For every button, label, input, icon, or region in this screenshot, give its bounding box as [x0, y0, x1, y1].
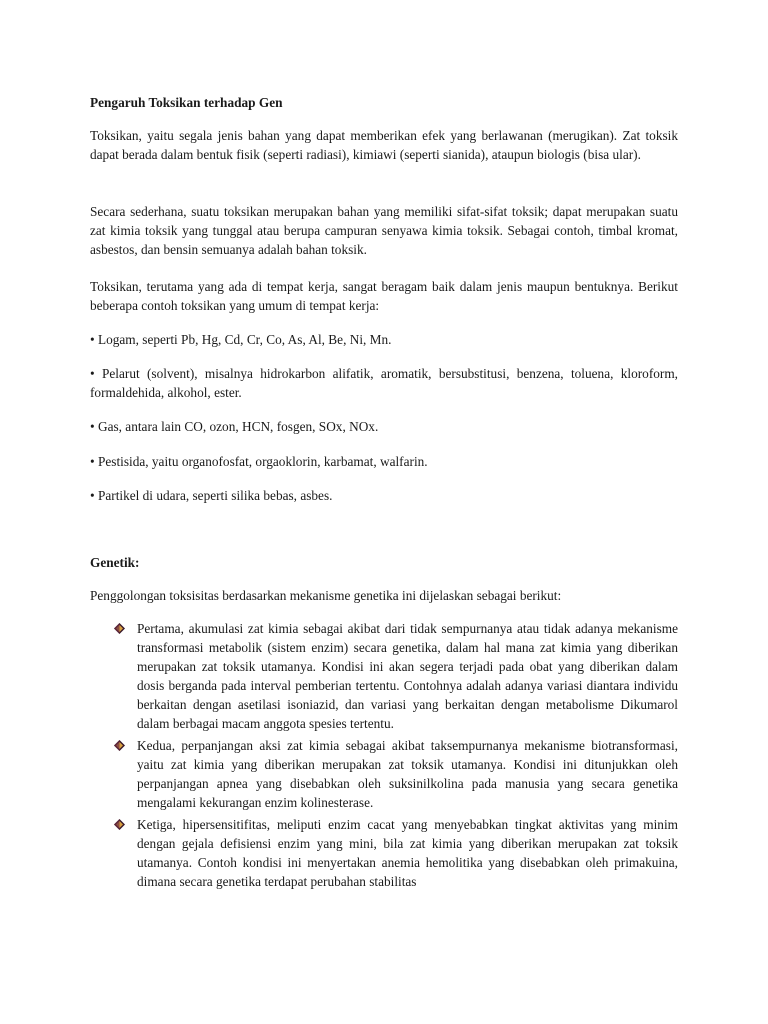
list-item-text: Kedua, perpanjangan aksi zat kimia sebagai akibat taksempurnanya mekanisme biotransformasi, yaitu zat kimia yang diberikan merupakan zat toksik utamanya. Kondisi ini ditunjukkan oleh perpanjangan apnea yang disebabkan oleh suksinilkolina pada manusia yang secara genetika mengalami kekurangan enzim kolinesterase.	[137, 738, 678, 810]
bullet-gas: • Gas, antara lain CO, ozon, HCN, fosgen, SOx, NOx.	[90, 419, 379, 434]
bullet-partikel: • Partikel di udara, seperti silika bebas, asbes.	[90, 488, 333, 503]
diamond-bullet-icon	[114, 819, 125, 830]
bullet-pelarut: • Pelarut (solvent), misalnya hidrokarbon alifatik, aromatik, bersubstitusi, benzena, toluena, kloroform, formaldehida, alkohol, ester.	[90, 366, 678, 400]
paragraph-toksikan-definition: Toksikan, yaitu segala jenis bahan yang dapat memberikan efek yang berlawanan (merugikan). Zat toksik dapat berada dalam bentuk fisik (seperti radiasi), kimiawi (seperti sianida), ataupun biologis (bisa ular).	[90, 128, 678, 162]
genetik-list	[90, 619, 678, 891]
list-item	[90, 815, 678, 891]
document-title: Pengaruh Toksikan terhadap Gen	[90, 95, 283, 110]
list-item	[90, 736, 678, 812]
list-item-text: Ketiga, hipersensitifitas, meliputi enzim cacat yang menyebabkan tingkat aktivitas yang minim dengan gejala defisiensi enzim yang mini, bila zat kimia yang diberikan merupakan zat toksik utamanya. Contoh kondisi ini menyertakan anemia hemolitika yang disebabkan oleh primakuina, dimana secara genetika terdapat perubahan stabilitas	[137, 817, 678, 889]
section-heading-genetik: Genetik:	[90, 555, 140, 570]
diamond-bullet-icon	[114, 740, 125, 751]
bullet-logam: • Logam, seperti Pb, Hg, Cd, Cr, Co, As, Al, Be, Ni, Mn.	[90, 332, 392, 347]
paragraph-toksikan-workplace: Toksikan, terutama yang ada di tempat kerja, sangat beragam baik dalam jenis maupun bentuknya. Berikut beberapa contoh toksikan yang umum di tempat kerja:	[90, 279, 678, 313]
bullet-pestisida: • Pestisida, yaitu organofosfat, orgaoklorin, karbamat, walfarin.	[90, 454, 428, 469]
list-item-text: Pertama, akumulasi zat kimia sebagai akibat dari tidak sempurnanya atau tidak adanya mekanisme transformasi metabolik (sistem enzim) secara genetika, dalam hal mana zat kimia yang diberikan merupakan zat toksik utamanya. Kondisi ini akan segera terjadi pada obat yang diberikan dalam dosis berganda pada interval pemberian tertentu. Contohnya adalah adanya variasi diantara individu berkaitan dengan asetilasi isoniazid, dan variasi yang berkaitan dengan metabolisme Dikumarol dalam berbagai macam anggota spesies tertentu.	[137, 621, 678, 731]
list-item	[90, 619, 678, 733]
paragraph-toksikan-simple: Secara sederhana, suatu toksikan merupakan bahan yang memiliki sifat-sifat toksik; dapat merupakan suatu zat kimia toksik yang tunggal atau berupa campuran senyawa kimia toksik. Sebagai contoh, timbal kromat, asbestos, dan bensin semuanya adalah bahan toksik.	[90, 204, 678, 257]
paragraph-genetik-intro: Penggolongan toksisitas berdasarkan mekanisme genetika ini dijelaskan sebagai berikut:	[90, 588, 562, 603]
diamond-bullet-icon	[114, 623, 125, 634]
